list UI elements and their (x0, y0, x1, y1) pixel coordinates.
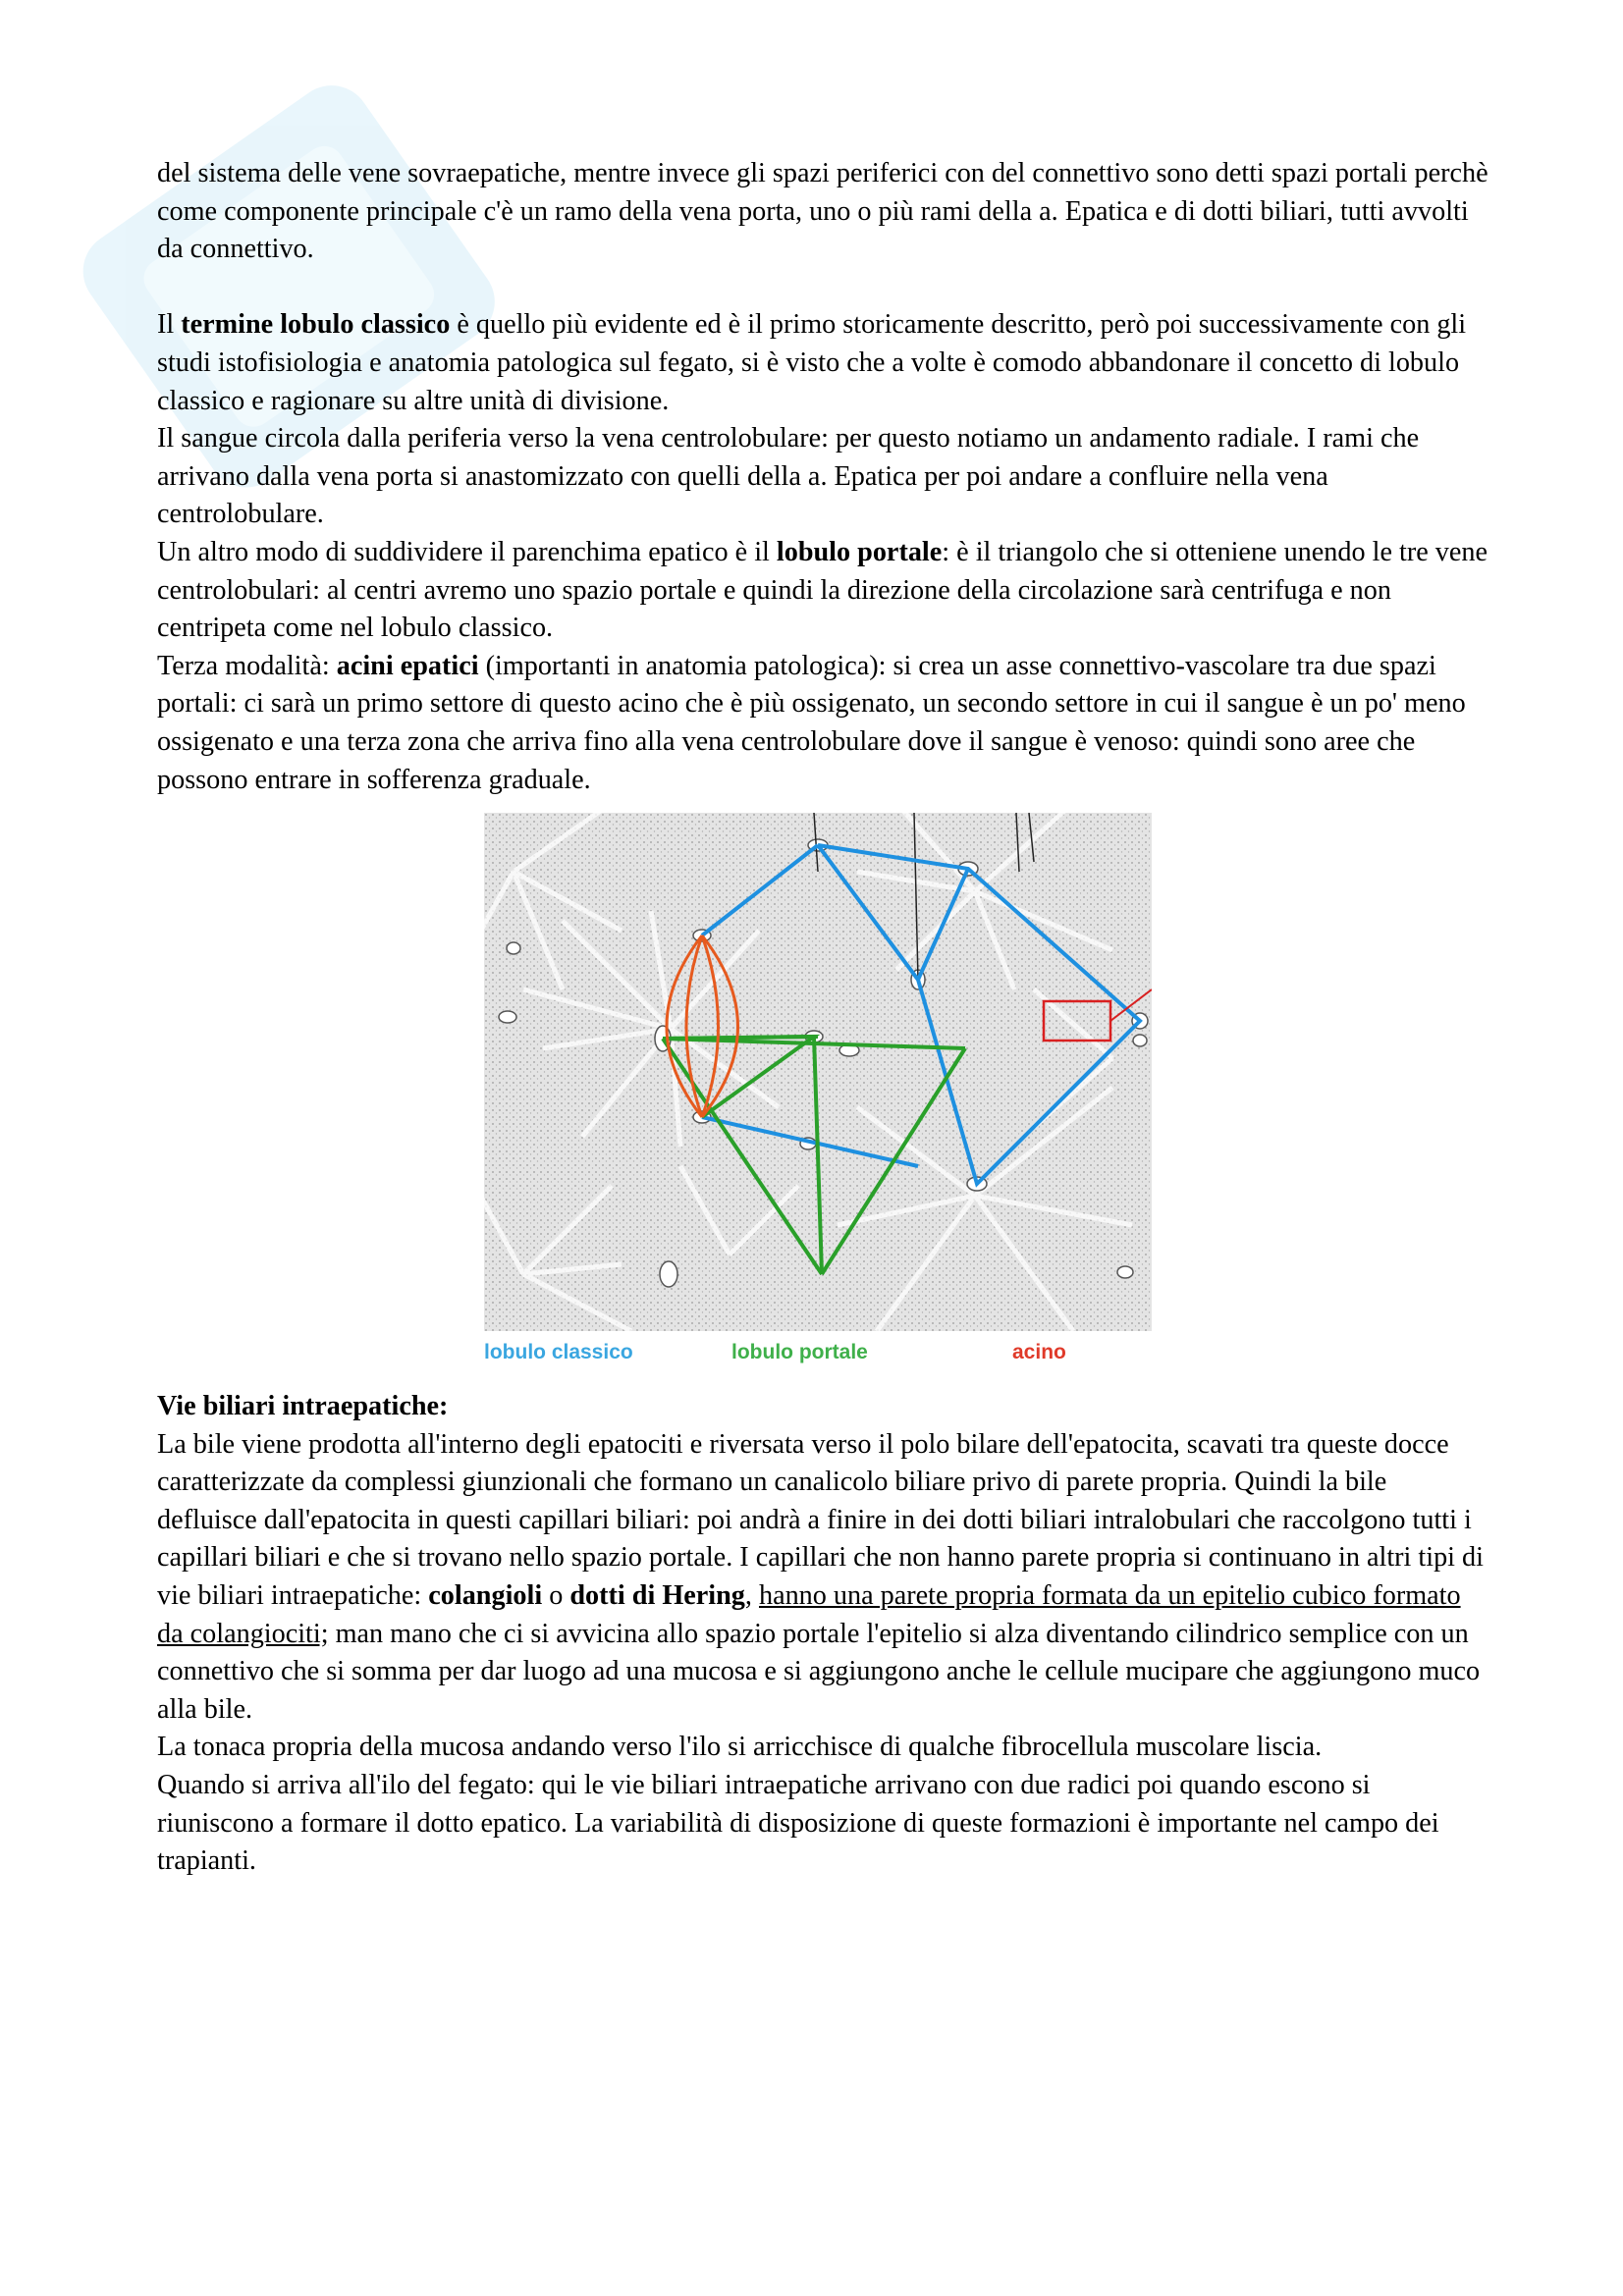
legend-lobulo-portale: lobulo portale (731, 1341, 868, 1364)
paragraph-circolazione: Il sangue circola dalla periferia verso la vena centrolobulare: per questo notiamo un andamento radiale. I rami che arrivano dalla vena porta si anastomizzato con quelli della a. Epatica per poi andare a confluire nella vena centrolobulare. (157, 423, 1420, 530)
term-dotti-di-hering: dotti di Hering (569, 1580, 745, 1612)
term-lobulo-classico: termine lobulo classico (181, 309, 451, 341)
text-run: : è il triangolo che si otteniene unendo le tre vene centrolobulari: al centri avremo uno spazio portale e quindi la direzione della circolazione sarà centrifuga e non centripeta come nel lobulo classico. (157, 536, 1488, 644)
liver-lobule-figure (484, 813, 1152, 1362)
document-page (157, 155, 1492, 1881)
tissue-texture (484, 813, 1152, 1331)
text-run: (importanti in anatomia patologica): si crea un asse connettivo-vascolare tra due spazi portali: ci sarà un primo settore di questo acino che è più ossigenato, un secondo settore in cui il sangue è un po' meno ossigenato e una terza zona che arriva fino alla vena centrolobulare dove il sangue è venoso: quindi sono aree che possono entrare in sofferenza graduale. (157, 650, 1466, 795)
legend-acino: acino (1012, 1341, 1066, 1364)
text-run: o (542, 1580, 570, 1612)
text-run: , (744, 1580, 759, 1612)
paragraph-intro: del sistema delle vene sovraepatiche, mentre invece gli spazi periferici con del connettivo sono detti spazi portali perchè come componente principale c'è un ramo della vena porta, uno o più rami della a. Epatica e di dotti biliari, tutti avvolti da connettivo. (157, 158, 1488, 265)
term-colangioli: colangioli (428, 1580, 543, 1612)
paragraph-ilo: Quando si arriva all'ilo del fegato: qui le vie biliari intraepatiche arrivano con due radici poi quando escono si riuniscono a formare il dotto epatico. La variabilità di disposizione di queste formazioni è importante nel campo dei trapianti. (157, 1770, 1439, 1877)
paragraph-lobulo-classico (157, 306, 1492, 420)
paragraph-vie-biliari (157, 1426, 1492, 1730)
text-run: La bile viene prodotta all'interno degli epatociti e riversata verso il polo bilare dell'epatocita, scavati tra queste docce caratterizzate da complessi giunzionali che formano un canalicolo biliare privo di parete propria. Quindi la bile defluisce dall'epatocita in questi capillari biliari: poi andrà a finire in dei dotti biliari intralobulari che raccolgono tutti i capillari biliari e che si trovano nello spazio portale. I capillari che non hanno parete propria si continuano in altri tipi di vie biliari intraepatiche: (157, 1428, 1484, 1612)
text-run: Un altro modo di suddividere il parenchima epatico è il (157, 536, 777, 567)
legend-lobulo-classico: lobulo classico (484, 1341, 633, 1364)
text-run: Il (157, 309, 182, 341)
term-lobulo-portale: lobulo portale (776, 536, 943, 567)
paragraph-acini (157, 648, 1492, 799)
text-run: man mano che ci si avvicina allo spazio portale l'epitelio si alza diventando cilindrico semplice con un connettivo che si somma per dar luogo ad una mucosa e si aggiungono anche le cellule mucipare che aggiungono muco alla bile. (157, 1618, 1481, 1725)
section-heading (157, 1388, 1492, 1426)
paragraph-lobulo-portale (157, 534, 1492, 648)
text-run: è quello più evidente ed è il primo storicamente descritto, però poi successivamente con gli studi istofisiologia e anatomia patologica sul fegato, si è visto che a volte è comodo abbandonare il concetto di lobulo classico e ragionare su altre unità di divisione. (157, 309, 1467, 416)
heading-text: Vie biliari intraepatiche: (157, 1391, 449, 1422)
underlined-text: hanno una parete propria formata da un epitelio cubico formato da colangiociti; (157, 1580, 1461, 1649)
liver-lobule-diagram (484, 813, 1152, 1331)
paragraph-tonaca-propria: La tonaca propria della mucosa andando verso l'ilo si arricchisce di qualche fibrocellula muscolare liscia. (157, 1732, 1323, 1763)
text-run: Terza modalità: (157, 650, 337, 681)
term-acini-epatici: acini epatici (336, 650, 479, 681)
